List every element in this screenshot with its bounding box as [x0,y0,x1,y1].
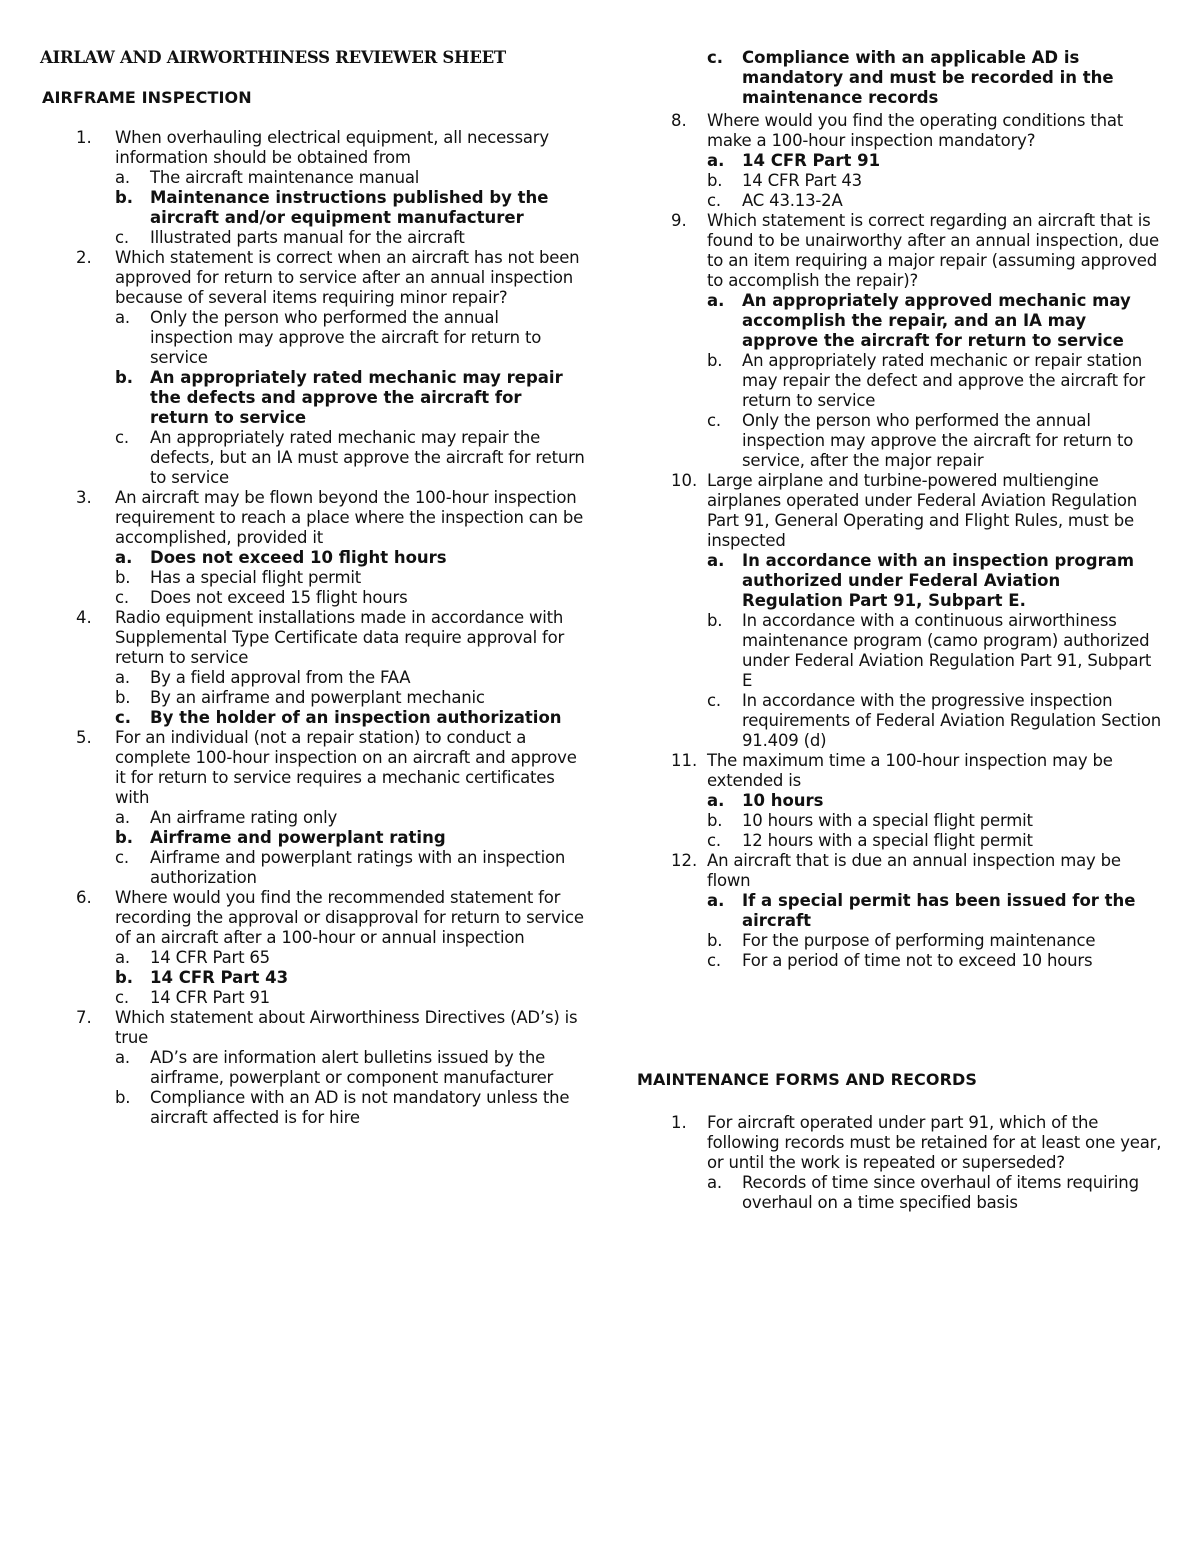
choice-letter: a. [707,551,725,570]
choice-text: Records of time since overhaul of items requiring overhaul on a time specified basis [742,1173,1139,1212]
choice-item [707,691,1165,751]
choice-list [707,791,1165,851]
choice-list [707,891,1165,971]
choice-item [707,831,1165,851]
choice-text: 10 hours with a special flight permit [742,811,1033,830]
question-number: 3. [76,488,92,507]
question-number: 4. [76,608,92,627]
question-number: 10. [671,471,698,490]
choice-item [115,228,585,248]
correct-answer [707,891,1165,931]
choice-letter: a. [707,891,725,910]
choice-letter: c. [115,228,129,247]
question-item [40,728,585,888]
question-number: 11. [671,751,698,770]
choice-text: Does not exceed 15 flight hours [150,588,408,607]
question-item [635,851,1165,971]
choice-list [115,548,585,608]
choice-item [115,988,585,1008]
question-number: 12. [671,851,698,870]
choice-letter: c. [707,951,721,970]
choice-letter: b. [115,968,134,987]
question-number: 1. [76,128,92,147]
choice-letter: c. [707,191,721,210]
question-text: An aircraft that is due an annual inspection may be flown [707,851,1121,890]
choice-text: An airframe rating only [150,808,338,827]
correct-answer [635,48,1165,108]
choice-letter: b. [115,568,131,587]
question-item [635,1113,1165,1213]
question-number: 8. [671,111,687,130]
question-item [40,1008,585,1128]
choice-letter: c. [707,48,724,67]
choice-letter: a. [115,1048,130,1067]
question-text: Which statement is correct regarding an aircraft that is found to be unairworthy after an annual inspection, due to an item requiring a major repair (assuming approved to accomplish the repair)? [707,211,1159,290]
correct-answer [707,151,1165,171]
choice-letter: c. [707,831,721,850]
question-item [40,488,585,608]
question-number: 9. [671,211,687,230]
correct-answer [707,791,1165,811]
choice-letter: b. [115,188,134,207]
choice-text: The aircraft maintenance manual [150,168,420,187]
choice-text: In accordance with a continuous airworthiness maintenance program (camo program) authorized under Federal Aviation Regulation Part 91, Subpart E [742,611,1152,690]
choice-letter: b. [115,1088,131,1107]
choice-text: 14 CFR Part 91 [742,151,881,170]
choice-letter: a. [707,1173,722,1192]
question-number: 7. [76,1008,92,1027]
question-number: 6. [76,888,92,907]
choice-letter: a. [115,548,133,567]
question-list [40,128,585,1128]
question-item [40,128,585,248]
choice-letter: b. [115,368,134,387]
question-text: An aircraft may be flown beyond the 100-hour inspection requirement to reach a place where the inspection can be accomplished, provided it [115,488,584,547]
choice-text: By an airframe and powerplant mechanic [150,688,485,707]
choice-item [707,351,1165,411]
choice-letter: a. [115,948,130,967]
choice-text: Airframe and powerplant rating [150,828,446,847]
choice-item [115,1088,585,1128]
question-text: Which statement is correct when an aircraft has not been approved for return to service after an annual inspection because of several items requiring minor repair? [115,248,580,307]
choice-text: AD’s are information alert bulletins issued by the airframe, powerplant or component manufacturer [150,1048,554,1087]
question-number: 5. [76,728,92,747]
correct-answer [115,828,585,848]
choice-list [115,948,585,1008]
choice-letter: c. [115,588,129,607]
choice-letter: b. [707,171,723,190]
choice-item [115,588,585,608]
choice-text: 14 CFR Part 65 [150,948,270,967]
choice-list [707,151,1165,211]
question-text: For aircraft operated under part 91, which of the following records must be retained for at least one year, or until the work is repeated or superseded? [707,1113,1162,1172]
choice-text: AC 43.13-2A [742,191,843,210]
choice-item [115,688,585,708]
correct-answer [707,291,1165,351]
section-heading: AIRFRAME INSPECTION [42,88,252,107]
choice-letter: a. [707,151,725,170]
choice-text: 12 hours with a special flight permit [742,831,1033,850]
choice-list [115,668,585,728]
choice-item [115,668,585,688]
choice-item [707,811,1165,831]
question-item [40,888,585,1008]
choice-list [707,1173,1165,1213]
question-item [635,471,1165,751]
question-number: 1. [671,1113,687,1132]
choice-text: Illustrated parts manual for the aircraft [150,228,465,247]
question-list [635,1113,1165,1213]
choice-text: Does not exceed 10 flight hours [150,548,447,567]
choice-text: Airframe and powerplant ratings with an inspection authorization [150,848,566,887]
choice-item [707,931,1165,951]
choice-item [115,1048,585,1088]
question-text: Which statement about Airworthiness Directives (AD’s) is true [115,1008,578,1047]
choice-text: By a field approval from the FAA [150,668,411,687]
choice-letter: a. [115,668,130,687]
choice-item [707,171,1165,191]
choice-item [115,168,585,188]
choice-letter: b. [707,811,723,830]
choice-text: An appropriately rated mechanic may repair the defects and approve the aircraft for return to service [150,368,563,427]
choice-item [115,948,585,968]
question-text: Large airplane and turbine-powered multiengine airplanes operated under Federal Aviation Regulation Part 91, General Operating and Flight Rules, must be inspected [707,471,1138,550]
choice-letter: c. [707,691,721,710]
choice-list [707,291,1165,471]
choice-item [115,308,585,368]
choice-letter: a. [707,791,725,810]
choice-list [115,808,585,888]
choice-item [707,951,1165,971]
choice-text: Maintenance instructions published by the aircraft and/or equipment manufacturer [150,188,549,227]
choice-item [115,568,585,588]
choice-letter: c. [707,411,721,430]
choice-item [707,1173,1165,1213]
question-item [635,751,1165,851]
question-item [40,608,585,728]
choice-list [115,308,585,488]
choice-text: Only the person who performed the annual inspection may approve the aircraft for return to service [150,308,542,367]
choice-letter: c. [115,848,129,867]
choice-item [707,191,1165,211]
correct-answer [707,551,1165,611]
question-text: When overhauling electrical equipment, all necessary information should be obtained from [115,128,549,167]
question-number: 2. [76,248,92,267]
choice-text: In accordance with the progressive inspection requirements of Federal Aviation Regulation Section 91.409 (d) [742,691,1161,750]
correct-answer [115,368,585,428]
choice-letter: b. [707,611,723,630]
question-item [40,248,585,488]
choice-text: 14 CFR Part 43 [742,171,862,190]
choice-text: 10 hours [742,791,824,810]
choice-text: For the purpose of performing maintenance [742,931,1096,950]
choice-item [115,848,585,888]
choice-text: An appropriately rated mechanic or repair station may repair the defect and approve the aircraft for return to service [742,351,1146,410]
choice-text: An appropriately rated mechanic may repair the defects, but an IA must approve the aircraft for return to service [150,428,585,487]
question-text: The maximum time a 100-hour inspection may be extended is [707,751,1113,790]
choice-text: For a period of time not to exceed 10 hours [742,951,1093,970]
choice-letter: a. [115,808,130,827]
choice-text: If a special permit has been issued for the aircraft [742,891,1136,930]
question-item [635,211,1165,471]
choice-list [707,551,1165,751]
choice-list [115,168,585,248]
question-text: For an individual (not a repair station) to conduct a complete 100-hour inspection on an aircraft and approve it for return to service requires a mechanic certificates with [115,728,577,807]
choice-item [707,611,1165,691]
choice-letter: c. [115,708,132,727]
choice-item [115,808,585,828]
choice-letter: a. [707,291,725,310]
choice-text: 14 CFR Part 91 [150,988,270,1007]
choice-text: Compliance with an applicable AD is mandatory and must be recorded in the maintenance records [742,48,1114,107]
right-column [635,0,1165,1212]
choice-list [115,1048,585,1128]
choice-letter: c. [115,988,129,1007]
choice-letter: b. [707,351,723,370]
choice-text: An appropriately approved mechanic may accomplish the repair, and an IA may approve the aircraft for return to service [742,291,1131,350]
choice-text: Has a special flight permit [150,568,362,587]
document-title: AIRLAW AND AIRWORTHINESS REVIEWER SHEET [40,48,506,67]
choice-text: 14 CFR Part 43 [150,968,289,987]
choice-letter: c. [115,428,129,447]
correct-answer [115,188,585,228]
choice-letter: b. [707,931,723,950]
question-list [635,111,1165,971]
correct-answer [115,968,585,988]
choice-letter: b. [115,828,134,847]
choice-text: By the holder of an inspection authorization [150,708,562,727]
section-heading: MAINTENANCE FORMS AND RECORDS [637,1070,978,1089]
choice-text: In accordance with an inspection program authorized under Federal Aviation Regulation Part 91, Subpart E. [742,551,1135,610]
question-item [635,111,1165,211]
choice-item [115,428,585,488]
choice-letter: a. [115,308,130,327]
correct-answer [115,708,585,728]
choice-letter: a. [115,168,130,187]
choice-text: Only the person who performed the annual inspection may approve the aircraft for return to service, after the major repair [742,411,1134,470]
question-text: Radio equipment installations made in accordance with Supplemental Type Certificate data require approval for return to service [115,608,565,667]
question-text: Where would you find the recommended statement for recording the approval or disapproval for return to service of an aircraft after a 100-hour or annual inspection [115,888,584,947]
question-text: Where would you find the operating conditions that make a 100-hour inspection mandatory? [707,111,1124,150]
correct-answer [115,548,585,568]
choice-text: Compliance with an AD is not mandatory unless the aircraft affected is for hire [150,1088,570,1127]
choice-letter: b. [115,688,131,707]
choice-item [707,411,1165,471]
